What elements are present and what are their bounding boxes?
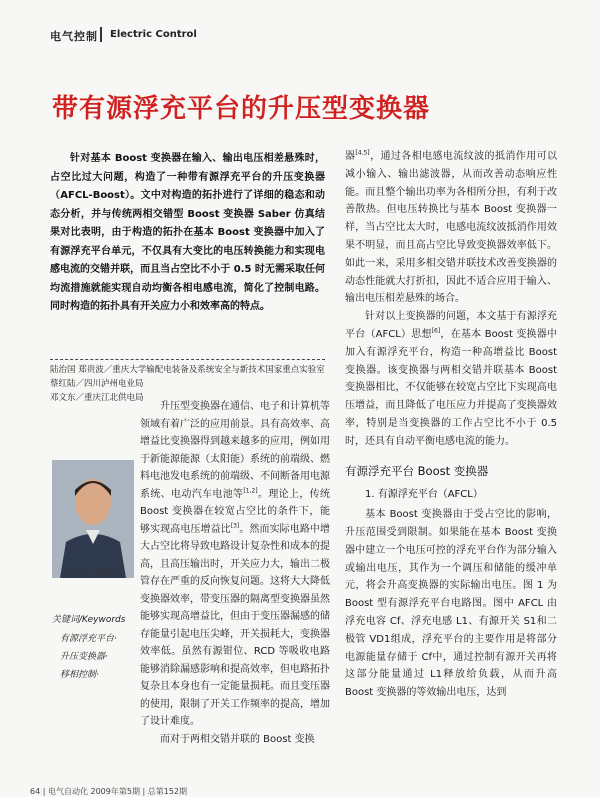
header-category: 电气控制 [50, 30, 98, 43]
section-heading: 有源浮充平台 Boost 变换器 [345, 463, 489, 478]
photo-caption: 陆治国／副教授 [64, 568, 120, 577]
citation: [3] [230, 522, 240, 530]
subsection-heading: 1. 有源浮充平台（AFCL） [365, 489, 483, 501]
header-divider [100, 27, 102, 42]
body-column-middle [140, 398, 330, 748]
body-paragraph: 针对以上变换器的问题，本文基于有源浮充平台（AFCL）思想[6]，在基本 Boost 变换器中加入有源浮充平台，构造一种高增益比 Boost 变换器。该变换器与两相交错并联基本 Boost 变换器相比，不仅能够在较宽占空比下实现高电压增益，而且降低了电压应力并提高了变换器效率，特别是当变换器的工作占空比不小于 0.5 时，还具有自动平衡电感电流的能力。 [345, 311, 557, 447]
author-photo [52, 460, 134, 578]
abstract-divider [50, 359, 325, 360]
abstract: 针对基本 Boost 变换器在输入、输出电压相差悬殊时，占空比过大问题，构造了一种带有源浮充平台的升压变换器（AFCL-Boost）。文中对构造的拓扑进行了详细的稳态和动态分析，并与传统两相交错型 Boost 变换器 Saber 仿真结果对比表明，由于构造的拓扑在基本 Boost 变换器中加入了有源浮充平台单元，不仅具有大变比的电压转换能力和实现电感电流的交错并联，而且当占空比不小于 0.5 时无需采取任何均流措施就能实现自动均衡各相电感电流，简化了控制电路。同时构造的拓扑具有开关应力小和效率高的特点。 [50, 153, 325, 312]
body-paragraph: 而对于两相交错并联的 Boost 变换 [160, 733, 315, 745]
body-paragraph: 升压型变换器在通信、电子和计算机等领域有着广泛的应用前景。具有高效率、高增益比变换器得到越来越多的应用，例如用于新能源能源（太阳能）系统的前端级、燃料电池发电系统的前端级、不间断备用电源系统、电动汽车电池等[1,2]。理论上，传统 Boost 变换器在较宽占空比的条件下，能够实现高电压增益比[3]。然而实际电路中增大占空比将导致电路设计复杂性和成本的提高，且高压输出时，开关应力大，输出二极管存在严重的反向恢复问题。这将大大降低变换器效率，带变压器的隔离型变换器虽然能够实现高增益比，但由于变压器漏感的储存能量引起电压尖峰，开关损耗大，变换器效率低。虽然有源钳位、RCD 等吸收电路能够消除漏感影响和提高效率，但电路拓扑复杂且本身也有一定能量损耗。而且变压器的使用，限制了开关工作频率的提高，增加了设计难度。 [140, 401, 331, 727]
article-title: 带有源浮充平台的升压型变换器 [52, 94, 431, 124]
author-portrait-icon [52, 460, 134, 578]
header-category-en: Electric Control [110, 29, 197, 40]
author-line: 邓文东／重庆江北供电局 [50, 393, 144, 403]
author-line: 蔡红陆／四川泸州电业局 [50, 379, 144, 389]
keywords-list [60, 630, 117, 684]
citation: [1,2] [243, 487, 258, 495]
citation: [4,5] [355, 149, 370, 157]
citation: [6] [431, 327, 441, 335]
keyword-item: 升压变换器· [60, 652, 108, 662]
body-column-right [345, 148, 557, 702]
keywords-label: 关键词/Keywords [52, 615, 126, 625]
page-footer: 64 | 电气自动化 2009年第5期 | 总第152期 [30, 787, 188, 796]
author-line: 陆治国 郑贵波／重庆大学输配电装备及系统安全与新技术国家重点实验室 [50, 365, 325, 375]
body-paragraph: 基本 Boost 变换器由于受占空比的影响，升压范围受到限制。如果能在基本 Boost 变换器中建立一个电压可控的浮充平台作为部分输入或输出电压，其作为一个调压和储能的缓冲单元，将会升高变换器的实际输出电压。图 1 为 Boost 型有源浮充平台电路图。图中 AFCL 由浮充电容 Cf、浮充电感 L1、有源开关 S1和二极管 VD1组成，浮充平台的主要作用是将部分电源能量存储于 Cf中，通过控制有源开关再将这部分能量通过 L1释放给负载，从而升高 Boost 变换器的等效输出电压，达到 [345, 509, 557, 699]
body-paragraph: 器[4,5]，通过各相电感电流纹波的抵消作用可以减小输入、输出滤波器，从而改善动态响应性能。而且整个输出功率为各相所分担，有利于改善散热。但电压转换比与基本 Boost 变换器一样，当占空比太大时，电感电流纹波抵消作用效果不明显，而且高占空比导致变换器效率低下。如此一来，采用多相交错并联技术改善变换器的动态性能就大打折扣，因此不适合应用于输入、输出电压相差悬殊的场合。 [345, 149, 558, 305]
keyword-item: 移相控制· [60, 670, 99, 680]
keyword-item: 有源浮充平台· [60, 634, 117, 644]
